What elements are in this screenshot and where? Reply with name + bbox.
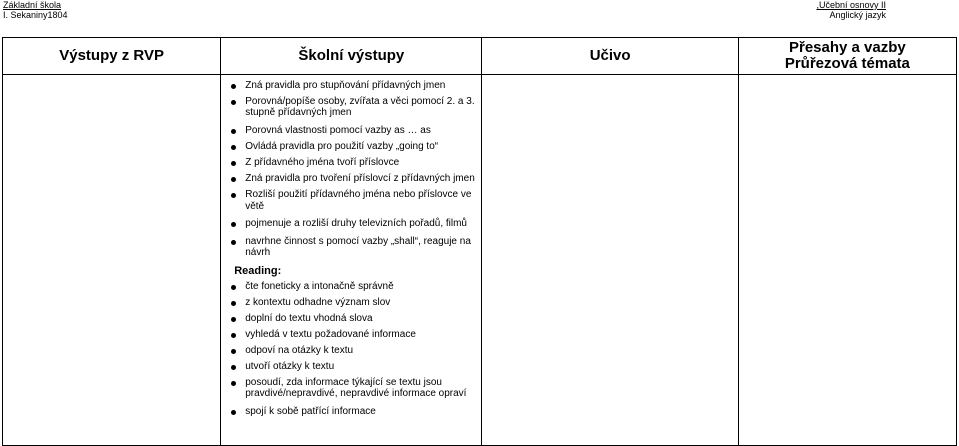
bullet-icon xyxy=(231,240,236,245)
list-item-text: Porovná vlastnosti pomocí vazby as … as xyxy=(245,124,431,136)
list-item xyxy=(231,218,481,230)
list-item xyxy=(231,80,481,92)
list-item xyxy=(231,313,481,325)
list-item-text: spojí k sobě patřící informace xyxy=(245,405,376,417)
school-name: Základní škola xyxy=(3,0,62,10)
bullet-icon xyxy=(231,129,236,134)
bullet-icon xyxy=(231,100,236,105)
list-item-text: doplní do textu vhodná slova xyxy=(245,312,373,324)
list-item xyxy=(231,297,481,309)
curriculum-table xyxy=(2,37,957,446)
list-item xyxy=(231,173,481,185)
bullet-icon xyxy=(231,161,236,166)
rvp-cell xyxy=(3,75,221,446)
list-item xyxy=(231,141,481,153)
bullet-icon xyxy=(231,193,236,198)
bullet-icon xyxy=(231,145,236,150)
curriculum-cell xyxy=(482,75,738,446)
list-item-text: utvoří otázky k textu xyxy=(245,360,335,372)
list-item-text: Zná pravidla pro tvoření příslovcí z přídavných jmen xyxy=(245,172,475,184)
list-item-text: Rozliší použití přídavného jména nebo příslovce ve větě xyxy=(245,189,472,212)
school-outcomes-cell xyxy=(221,75,482,446)
list-item-text: čte foneticky a intonačně správně xyxy=(245,280,394,292)
section-reading-heading: Reading: xyxy=(234,264,282,277)
list-item-text: odpoví na otázky k textu xyxy=(245,344,354,356)
list-item-text: vyhledá v textu požadované informace xyxy=(245,328,416,340)
table-header-row xyxy=(3,38,957,75)
list-item xyxy=(231,281,481,293)
table-row xyxy=(3,75,957,446)
list-item xyxy=(231,329,481,341)
bullet-icon xyxy=(231,285,236,290)
list-item-text: Ovládá pravidla pro použití vazby „going to“ xyxy=(245,140,439,152)
header-school-outcomes: Školní výstupy xyxy=(221,38,482,75)
subject-name: Anglický jazyk xyxy=(829,10,886,20)
outcomes-list xyxy=(221,80,481,259)
bullet-icon xyxy=(231,333,236,338)
list-item-text: Z přídavného jména tvoří příslovce xyxy=(245,156,400,168)
list-item xyxy=(231,406,481,418)
list-item xyxy=(231,377,481,400)
bullet-icon xyxy=(231,84,236,89)
list-item xyxy=(231,345,481,357)
document-header xyxy=(816,0,886,20)
list-item xyxy=(231,189,481,212)
reading-outcomes-list xyxy=(221,281,481,418)
list-item xyxy=(231,361,481,373)
list-item xyxy=(231,96,481,119)
list-item xyxy=(231,157,481,169)
list-item-text: posoudí, zda informace týkající se textu jsou pravdivé/nepravdivé, nepravdivé informace opraví xyxy=(245,376,467,399)
bullet-icon xyxy=(231,410,236,415)
list-item-text: z kontextu odhadne význam slov xyxy=(245,296,391,308)
bullet-icon xyxy=(231,381,236,386)
bullet-icon xyxy=(231,177,236,182)
bullet-icon xyxy=(231,301,236,306)
school-header xyxy=(3,0,68,20)
list-item xyxy=(231,125,481,137)
header-rvp-outcomes: Výstupy z RVP xyxy=(3,38,221,75)
header-curriculum: Učivo xyxy=(482,38,738,75)
bullet-icon xyxy=(231,365,236,370)
bullet-icon xyxy=(231,222,236,227)
list-item-text: pojmenuje a rozliší druhy televizních pořadů, filmů xyxy=(245,218,467,229)
list-item-text: navrhne činnost s pomocí vazby „shall“, reaguje na návrh xyxy=(245,235,471,258)
school-address: I. Sekaniny1804 xyxy=(3,10,68,20)
header-cross-topics: Přesahy a vazby Průřezová témata xyxy=(738,38,956,75)
list-item-text: Zná pravidla pro stupňování přídavných jmen xyxy=(245,80,446,91)
cross-topics-cell xyxy=(738,75,956,446)
document-title: ,Učební osnovy II xyxy=(816,0,886,10)
list-item xyxy=(231,236,481,259)
bullet-icon xyxy=(231,349,236,354)
list-item-text: Porovná/popíše osoby, zvířata a věci pomocí 2. a 3. stupně přídavných jmen xyxy=(245,95,475,118)
bullet-icon xyxy=(231,317,236,322)
